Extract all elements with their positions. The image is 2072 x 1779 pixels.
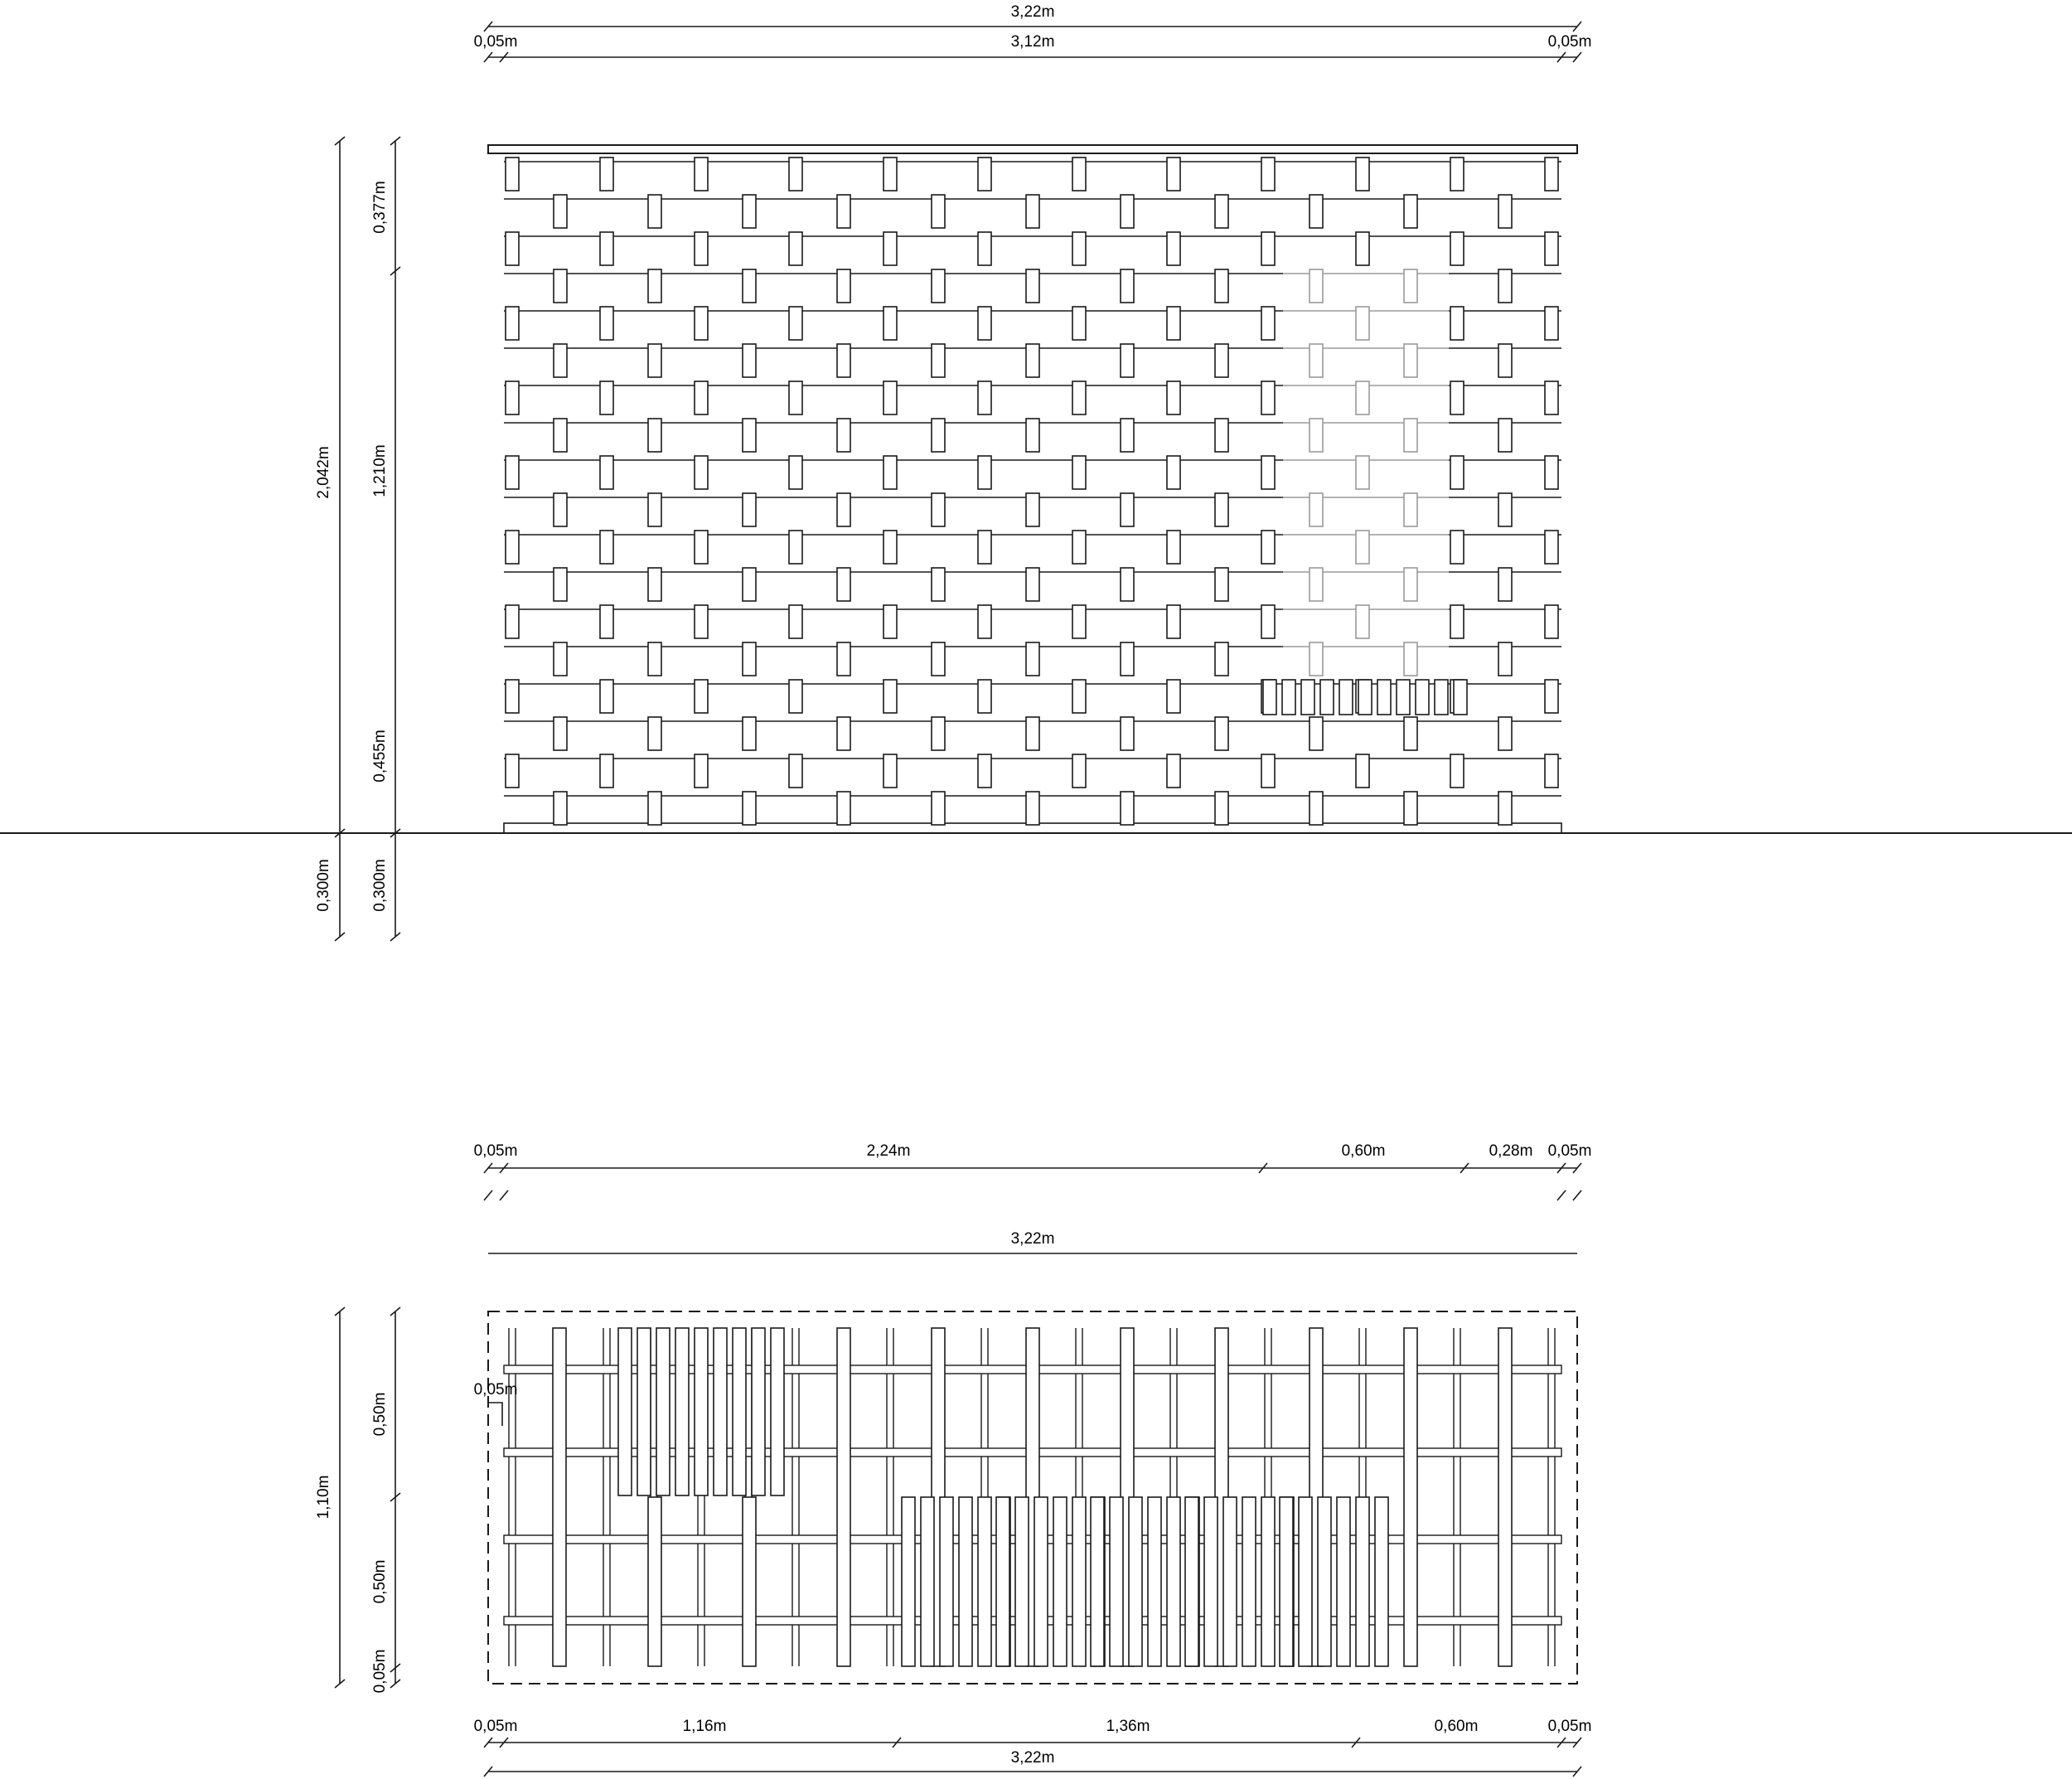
wall-block <box>1121 792 1134 825</box>
plan-dense-slat <box>1129 1497 1142 1666</box>
wall-block <box>1545 381 1558 414</box>
wall-block <box>932 717 945 750</box>
wall-block <box>884 232 897 265</box>
plan-edge-depth-label: 0,05m <box>371 1649 389 1694</box>
wall-block <box>743 419 756 452</box>
wall-block <box>789 605 802 638</box>
plan-top-right-end-label: 0,05m <box>1547 1142 1592 1160</box>
wall-block <box>1261 531 1275 564</box>
wall-block <box>1545 605 1558 638</box>
wall-block <box>600 456 613 489</box>
wall-block <box>1167 456 1180 489</box>
wall-block <box>932 493 945 526</box>
wall-block <box>1261 381 1275 414</box>
wall-infill-block <box>1377 680 1391 715</box>
wall-block-faded <box>1404 568 1417 601</box>
total-height-label: 2,042m <box>315 446 332 499</box>
wall-block <box>506 158 519 191</box>
wall-block <box>506 754 519 788</box>
wall-block <box>1404 717 1417 750</box>
wall-block <box>884 381 897 414</box>
wall-block <box>1167 531 1180 564</box>
wall-block <box>695 232 708 265</box>
wall-block <box>932 792 945 825</box>
elevation-brick-wall <box>488 145 1577 833</box>
plan-dense-slat <box>1053 1497 1067 1666</box>
wall-block <box>837 269 850 303</box>
plan-dense-slat <box>675 1328 689 1495</box>
wall-block <box>506 680 519 713</box>
wall-block <box>1545 754 1558 788</box>
wall-infill-block <box>1301 680 1314 715</box>
wall-block-faded <box>1356 381 1369 414</box>
wall-block <box>1072 381 1086 414</box>
wall-block <box>1215 568 1228 601</box>
plan-dense-slat <box>902 1497 915 1666</box>
wall-block <box>506 531 519 564</box>
wall-block <box>554 195 567 228</box>
plan-dense-slat <box>695 1328 708 1495</box>
wall-block-faded <box>1310 419 1323 452</box>
wall-block <box>743 717 756 750</box>
plan-bottom-left-end-label: 0,05m <box>473 1718 518 1735</box>
wall-block <box>743 195 756 228</box>
wall-block-faded <box>1356 307 1369 340</box>
wall-block <box>1026 642 1039 676</box>
wall-block <box>789 158 802 191</box>
wall-block-faded <box>1310 642 1323 676</box>
wall-block <box>1072 456 1086 489</box>
middle-segment-label: 1,210m <box>371 444 389 497</box>
inner-offset-label: 0,05m <box>473 1381 518 1398</box>
wall-block <box>1026 493 1039 526</box>
wall-block <box>554 717 567 750</box>
plan-mid-post <box>648 1497 661 1666</box>
plan-heavy-post <box>553 1328 566 1666</box>
wall-block-faded <box>1310 344 1323 377</box>
wall-infill-block <box>1320 680 1334 715</box>
wall-block <box>506 307 519 340</box>
wall-block <box>695 754 708 788</box>
plan-dense-slat <box>996 1497 1009 1666</box>
wall-infill-block <box>1358 680 1372 715</box>
wall-block <box>1450 605 1464 638</box>
wall-block <box>695 381 708 414</box>
plan-dense-slat <box>1261 1497 1275 1666</box>
wall-block <box>1450 754 1464 788</box>
wall-block-faded <box>1356 605 1369 638</box>
wall-block <box>1215 792 1228 825</box>
wall-block <box>554 344 567 377</box>
wall-block <box>837 642 850 676</box>
wall-block <box>695 307 708 340</box>
wall-block <box>1121 642 1134 676</box>
wall-block <box>1167 680 1180 713</box>
plan-timber-grid <box>504 1328 1561 1666</box>
plan-dense-slat <box>637 1328 651 1495</box>
wall-block <box>978 754 991 788</box>
wall-block <box>884 754 897 788</box>
wall-block <box>1310 792 1323 825</box>
wall-block <box>695 680 708 713</box>
wall-block <box>1026 195 1039 228</box>
wall-block <box>600 232 613 265</box>
plan-dense-slat <box>1204 1497 1218 1666</box>
wall-block <box>1450 158 1464 191</box>
elevation-middle-width-label: 3,12m <box>1010 33 1055 51</box>
wall-block <box>600 381 613 414</box>
wall-block <box>600 754 613 788</box>
plan-dense-slat <box>1034 1497 1048 1666</box>
wall-block <box>789 232 802 265</box>
wall-block <box>1545 158 1558 191</box>
wall-infill-block <box>1263 680 1276 715</box>
wall-block <box>1026 419 1039 452</box>
wall-block <box>1498 269 1512 303</box>
wall-block <box>506 456 519 489</box>
wall-block <box>1498 642 1512 676</box>
plan-dense-slat <box>959 1497 972 1666</box>
plan-dense-slat <box>1337 1497 1350 1666</box>
plan-bottom-right-end-label: 0,05m <box>1547 1718 1592 1735</box>
inner-offset-marker <box>488 1403 502 1426</box>
plan-dense-slat <box>656 1328 670 1495</box>
elevation-overall-width-label: 3,22m <box>1010 3 1055 21</box>
plan-dense-slat <box>1318 1497 1331 1666</box>
wall-block <box>837 717 850 750</box>
wall-block <box>1404 195 1417 228</box>
wall-block <box>789 381 802 414</box>
wall-block <box>1072 605 1086 638</box>
wall-block <box>1545 232 1558 265</box>
wall-block <box>1450 307 1464 340</box>
wall-block-faded <box>1310 568 1323 601</box>
wall-block <box>1167 307 1180 340</box>
wall-block <box>978 158 991 191</box>
plan-dense-slat <box>1185 1497 1198 1666</box>
wall-block <box>1026 269 1039 303</box>
wall-block <box>695 605 708 638</box>
wall-block <box>554 568 567 601</box>
dimension-tick <box>484 1190 492 1200</box>
wall-block <box>932 269 945 303</box>
wall-block <box>1450 531 1464 564</box>
wall-block <box>1498 344 1512 377</box>
wall-block <box>837 493 850 526</box>
plan-dense-slat <box>1223 1497 1237 1666</box>
plan-dense-slat <box>1375 1497 1388 1666</box>
wall-block <box>1072 531 1086 564</box>
wall-block <box>884 680 897 713</box>
wall-block <box>978 680 991 713</box>
wall-block <box>1498 568 1512 601</box>
wall-block <box>1121 195 1134 228</box>
lower-segment-label: 0,455m <box>371 730 389 783</box>
wall-block <box>884 307 897 340</box>
wall-block <box>1545 307 1558 340</box>
wall-block <box>600 307 613 340</box>
wall-block <box>1072 232 1086 265</box>
plan-heavy-post <box>1498 1328 1512 1666</box>
wall-block <box>884 456 897 489</box>
wall-block <box>1450 456 1464 489</box>
wall-block <box>1261 307 1275 340</box>
wall-block <box>1072 680 1086 713</box>
wall-block <box>600 680 613 713</box>
wall-block <box>1167 232 1180 265</box>
wall-block <box>884 158 897 191</box>
plan-dense-slat <box>771 1328 784 1495</box>
wall-block <box>978 232 991 265</box>
wall-block <box>1261 456 1275 489</box>
wall-block <box>978 456 991 489</box>
wall-block <box>884 531 897 564</box>
wall-infill-block <box>1454 680 1467 715</box>
wall-block <box>743 344 756 377</box>
wall-block <box>1215 642 1228 676</box>
wall-block <box>1167 754 1180 788</box>
plan-dense-slat <box>1072 1497 1086 1666</box>
wall-block <box>1450 381 1464 414</box>
wall-infill-block <box>1416 680 1429 715</box>
wall-block-faded <box>1404 269 1417 303</box>
wall-block <box>1167 381 1180 414</box>
wall-block <box>1310 717 1323 750</box>
wall-block <box>932 344 945 377</box>
plan-dense-slat <box>1280 1497 1293 1666</box>
plan-vertical-dimensions <box>335 1307 400 1688</box>
wall-block <box>1072 307 1086 340</box>
foundation-left-label: 0,300m <box>315 859 332 912</box>
wall-block <box>837 419 850 452</box>
wall-block <box>932 568 945 601</box>
plan-dense-slat <box>1110 1497 1123 1666</box>
wall-block <box>695 158 708 191</box>
wall-block <box>1261 232 1275 265</box>
plan-bottom-span-c-label: 0,60m <box>1434 1718 1479 1735</box>
wall-block <box>837 195 850 228</box>
plan-upper-depth-label: 0,50m <box>371 1392 389 1437</box>
wall-block <box>1121 568 1134 601</box>
top-cap-plate <box>488 145 1577 153</box>
wall-block <box>978 605 991 638</box>
plan-bottom-span-b-label: 1,36m <box>1106 1718 1150 1735</box>
plan-lower-depth-label: 0,50m <box>371 1559 389 1604</box>
wall-block-faded <box>1404 642 1417 676</box>
plan-total-depth-label: 1,10m <box>315 1475 332 1520</box>
plan-top-span-c-label: 0,28m <box>1489 1142 1533 1160</box>
wall-block <box>978 381 991 414</box>
wall-block <box>1121 269 1134 303</box>
wall-block <box>554 419 567 452</box>
upper-segment-label: 0,377m <box>371 181 389 234</box>
wall-block <box>554 642 567 676</box>
wall-block <box>1215 419 1228 452</box>
wall-block <box>743 493 756 526</box>
wall-block <box>554 269 567 303</box>
wall-block <box>648 493 661 526</box>
wall-block <box>695 456 708 489</box>
wall-block <box>884 605 897 638</box>
foundation-right-label: 0,300m <box>371 859 389 912</box>
plan-top-span-a-label: 2,24m <box>866 1142 911 1160</box>
wall-block <box>837 344 850 377</box>
wall-block <box>1072 158 1086 191</box>
wall-block <box>648 717 661 750</box>
wall-block <box>1026 717 1039 750</box>
wall-block <box>789 531 802 564</box>
wall-block <box>554 493 567 526</box>
wall-block <box>648 195 661 228</box>
wall-block <box>1121 344 1134 377</box>
wall-block-faded <box>1310 493 1323 526</box>
wall-block <box>1026 568 1039 601</box>
wall-block <box>1072 754 1086 788</box>
wall-block <box>1215 493 1228 526</box>
wall-infill-block <box>1435 680 1448 715</box>
wall-block <box>1356 754 1369 788</box>
elevation-vertical-dimensions <box>335 137 400 941</box>
wall-block <box>1026 344 1039 377</box>
wall-block <box>1498 717 1512 750</box>
wall-block <box>1545 680 1558 713</box>
plan-bottom-span-a-label: 1,16m <box>682 1718 727 1735</box>
wall-block <box>743 568 756 601</box>
wall-block <box>1310 195 1323 228</box>
wall-block <box>1498 419 1512 452</box>
wall-block <box>1215 344 1228 377</box>
wall-block-faded <box>1356 456 1369 489</box>
dimension-tick <box>500 1190 508 1200</box>
wall-block <box>1261 605 1275 638</box>
plan-mid-post <box>743 1497 756 1666</box>
wall-infill-block <box>1282 680 1295 715</box>
plan-dense-slat <box>978 1497 991 1666</box>
wall-block <box>789 307 802 340</box>
wall-block <box>1121 419 1134 452</box>
plan-dense-slat <box>752 1328 765 1495</box>
plan-bottom-overall-label: 3,22m <box>1010 1749 1055 1767</box>
plan-heavy-post <box>1404 1328 1417 1666</box>
wall-block <box>506 232 519 265</box>
plan-top-overall-label: 3,22m <box>1010 1230 1055 1248</box>
wall-block <box>695 531 708 564</box>
wall-block <box>554 792 567 825</box>
plan-top-left-end-label: 0,05m <box>473 1142 518 1160</box>
wall-block <box>789 754 802 788</box>
wall-block <box>1215 269 1228 303</box>
wall-block-faded <box>1404 493 1417 526</box>
plan-dense-slat <box>1015 1497 1029 1666</box>
plan-dense-slat <box>1091 1497 1104 1666</box>
wall-block <box>837 568 850 601</box>
wall-block <box>1356 232 1369 265</box>
plan-top-span-b-label: 0,60m <box>1341 1142 1386 1160</box>
wall-block <box>1498 792 1512 825</box>
plan-heavy-post <box>837 1328 850 1666</box>
elevation-right-end-label: 0,05m <box>1547 33 1592 51</box>
wall-block <box>789 456 802 489</box>
plan-dense-slat <box>1242 1497 1256 1666</box>
wall-block <box>1545 456 1558 489</box>
wall-block <box>600 531 613 564</box>
plan-dense-slat <box>921 1497 934 1666</box>
wall-block <box>600 605 613 638</box>
wall-infill-block <box>1397 680 1410 715</box>
plan-dense-slat <box>1167 1497 1180 1666</box>
plan-dense-slat <box>1299 1497 1312 1666</box>
wall-block <box>1545 531 1558 564</box>
wall-block-faded <box>1404 419 1417 452</box>
elevation-left-end-label: 0,05m <box>473 33 518 51</box>
wall-block <box>743 792 756 825</box>
wall-block-faded <box>1356 531 1369 564</box>
elevation-view <box>0 3 2072 941</box>
wall-block <box>1261 754 1275 788</box>
plan-view <box>315 1142 1591 1777</box>
wall-block-faded <box>1310 269 1323 303</box>
plan-dense-slat <box>1356 1497 1369 1666</box>
wall-block <box>1026 792 1039 825</box>
wall-block <box>648 344 661 377</box>
wall-block <box>743 642 756 676</box>
wall-block <box>648 568 661 601</box>
plan-dense-slat <box>714 1328 727 1495</box>
wall-block <box>1121 717 1134 750</box>
wall-block <box>1215 717 1228 750</box>
wall-block <box>932 642 945 676</box>
wall-block <box>789 680 802 713</box>
wall-block <box>1356 158 1369 191</box>
wall-block <box>1498 195 1512 228</box>
wall-infill-block <box>1339 680 1353 715</box>
dimension-tick <box>1557 1190 1566 1200</box>
wall-block <box>978 531 991 564</box>
wall-block <box>932 195 945 228</box>
wall-block <box>1498 493 1512 526</box>
wall-block <box>837 792 850 825</box>
plan-dense-slat <box>733 1328 746 1495</box>
wall-block <box>1215 195 1228 228</box>
wall-block <box>1167 605 1180 638</box>
plan-dense-slat <box>618 1328 632 1495</box>
dimension-tick <box>1573 1190 1581 1200</box>
wall-block <box>1167 158 1180 191</box>
plan-dense-slat <box>1148 1497 1161 1666</box>
wall-block <box>978 307 991 340</box>
wall-block-faded <box>1404 344 1417 377</box>
wall-block <box>648 419 661 452</box>
wall-block <box>648 269 661 303</box>
wall-block <box>506 605 519 638</box>
wall-block <box>600 158 613 191</box>
plan-dense-slat <box>940 1497 953 1666</box>
wall-block <box>648 792 661 825</box>
wall-block <box>1261 158 1275 191</box>
wall-block <box>1404 792 1417 825</box>
wall-block <box>1450 232 1464 265</box>
wall-block <box>506 381 519 414</box>
wall-block <box>743 269 756 303</box>
wall-block <box>932 419 945 452</box>
wall-block <box>1121 493 1134 526</box>
wall-block <box>648 642 661 676</box>
